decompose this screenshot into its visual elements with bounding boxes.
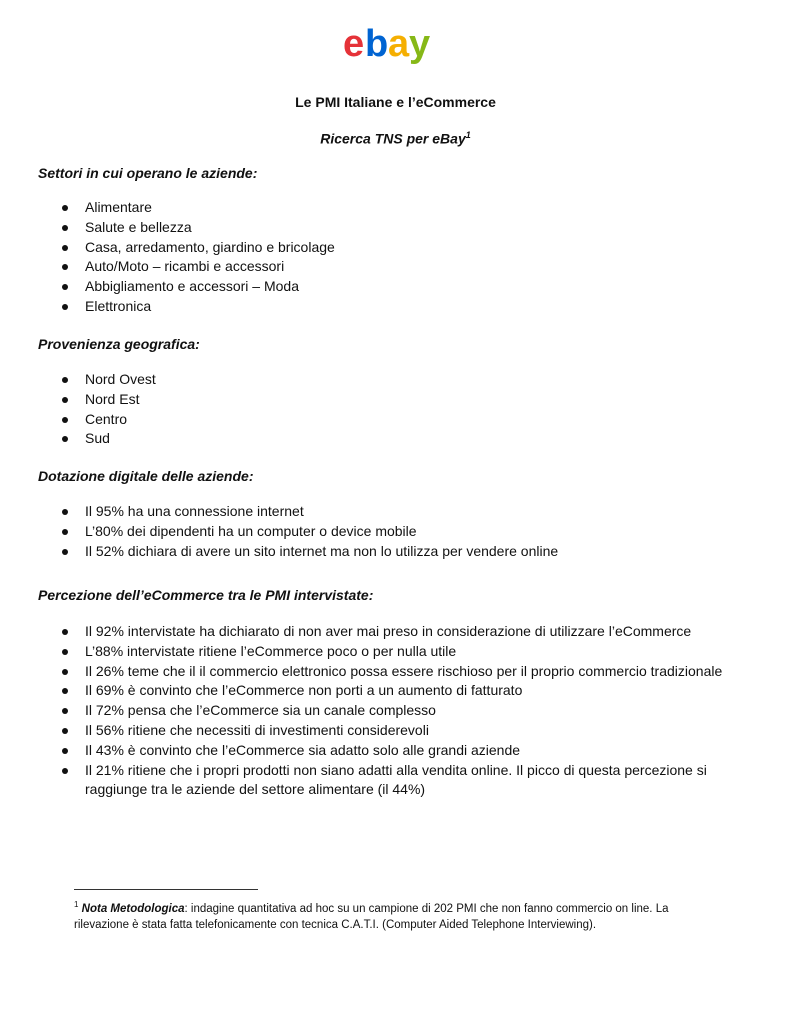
svg-text:a: a xyxy=(388,26,408,65)
section-heading-provenienza: Provenienza geografica: xyxy=(38,336,200,352)
list-item: Nord Ovest xyxy=(60,370,760,390)
list-item: Il 43% è convinto che l’eCommerce sia adatto solo alle grandi aziende xyxy=(60,741,760,761)
svg-text:b: b xyxy=(365,26,387,65)
document-subtitle xyxy=(0,130,791,147)
list-item: Alimentare xyxy=(60,198,760,218)
dotazione-list xyxy=(60,502,760,561)
list-item: L’80% dei dipendenti ha un computer o device mobile xyxy=(60,522,760,542)
list-item: Abbigliamento e accessori – Moda xyxy=(60,277,760,297)
list-item: Elettronica xyxy=(60,297,760,317)
list-item: Salute e bellezza xyxy=(60,218,760,238)
footnote xyxy=(74,897,714,933)
footnote-number: 1 xyxy=(74,900,79,909)
list-item: Nord Est xyxy=(60,390,760,410)
list-item: Il 21% ritiene che i propri prodotti non siano adatti alla vendita online. Il picco di questa percezione si raggiunge tra le aziende del settore alimentare (il 44%) xyxy=(60,761,760,801)
percezione-list xyxy=(60,622,760,800)
ebay-logo xyxy=(343,26,447,66)
list-item: Il 95% ha una connessione internet xyxy=(60,502,760,522)
section-heading-settori: Settori in cui operano le aziende: xyxy=(38,165,258,181)
list-item: Il 56% ritiene che necessiti di investimenti considerevoli xyxy=(60,721,760,741)
provenienza-list xyxy=(60,370,760,449)
section-heading-percezione: Percezione dell’eCommerce tra le PMI intervistate: xyxy=(38,587,374,603)
list-item: Auto/Moto – ricambi e accessori xyxy=(60,257,760,277)
settori-list xyxy=(60,198,760,317)
list-item: Casa, arredamento, giardino e bricolage xyxy=(60,238,760,258)
footnote-separator xyxy=(74,889,258,890)
list-item: Il 92% intervistate ha dichiarato di non aver mai preso in considerazione di utilizzare l’eCommerce xyxy=(60,622,760,642)
document-title: Le PMI Italiane e l’eCommerce xyxy=(295,94,496,110)
list-item: L’88% intervistate ritiene l’eCommerce poco o per nulla utile xyxy=(60,642,760,662)
subtitle-text: Ricerca TNS per eBay xyxy=(320,130,466,147)
list-item: Il 72% pensa che l’eCommerce sia un canale complesso xyxy=(60,701,760,721)
section-heading-dotazione: Dotazione digitale delle aziende: xyxy=(38,468,254,484)
list-item: Il 69% è convinto che l’eCommerce non porti a un aumento di fatturato xyxy=(60,681,760,701)
footnote-reference: 1 xyxy=(465,130,471,140)
footnote-label: Nota Metodologica xyxy=(81,902,185,915)
list-item: Sud xyxy=(60,429,760,449)
svg-text:y: y xyxy=(409,26,429,65)
list-item: Il 52% dichiara di avere un sito internet ma non lo utilizza per vendere online xyxy=(60,542,760,562)
list-item: Centro xyxy=(60,410,760,430)
list-item: Il 26% teme che il il commercio elettronico possa essere rischioso per il proprio commercio tradizionale xyxy=(60,662,760,682)
footnote-text: : indagine quantitativa ad hoc su un campione di 202 PMI che non fanno commercio on line. La rilevazione è stata fatta telefonicamente con tecnica C.A.T.I. (Computer Aided Telephone Interviewing). xyxy=(74,902,669,931)
svg-text:e: e xyxy=(343,26,363,65)
